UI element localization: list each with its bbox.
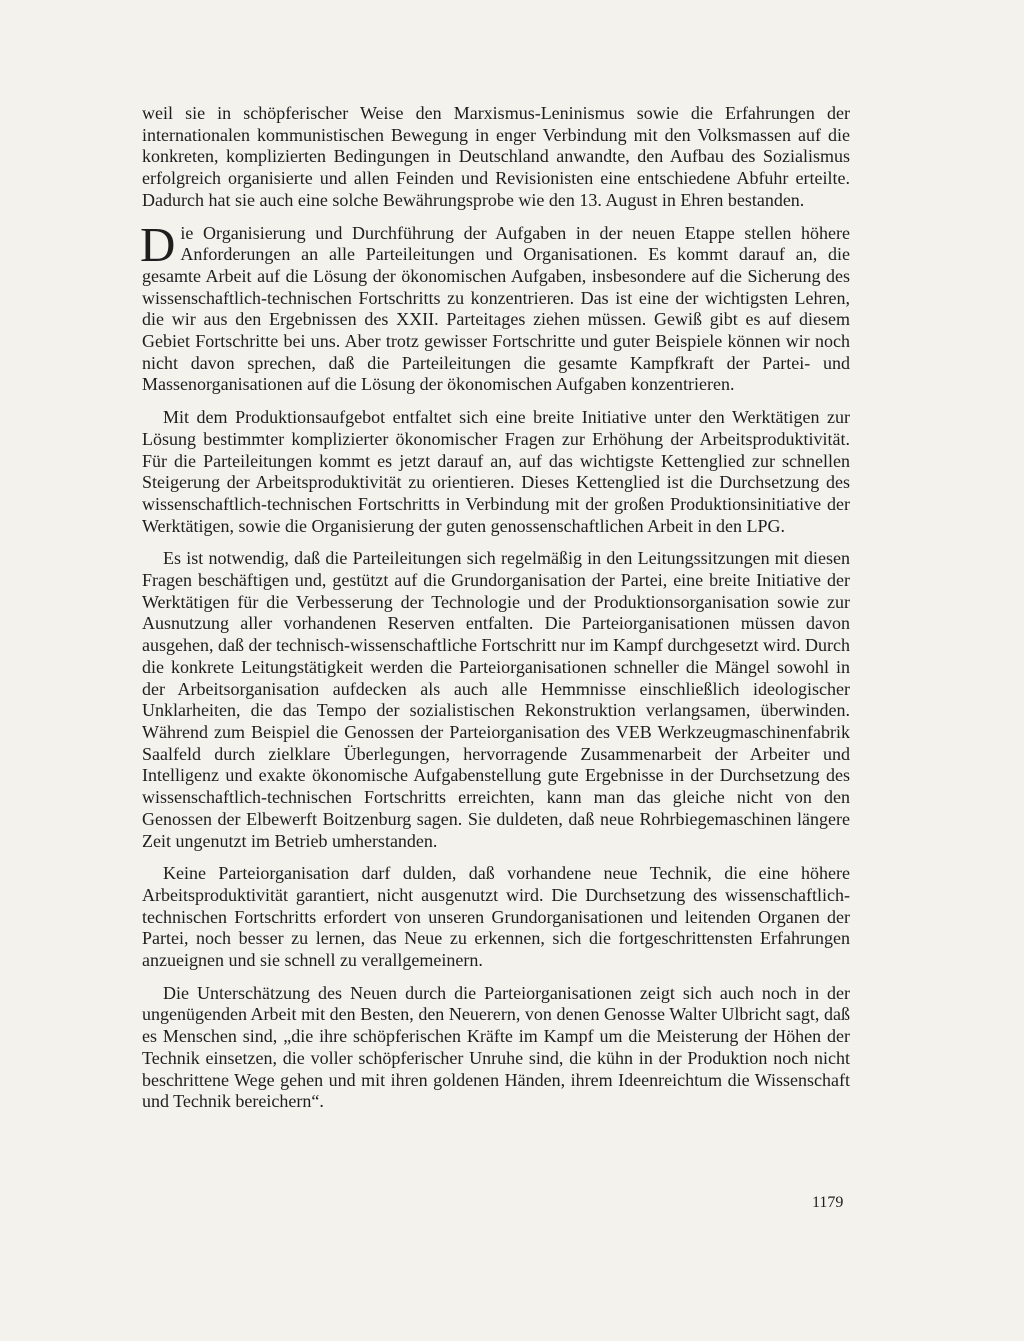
- drop-cap: D: [140, 216, 176, 272]
- paragraph-4: Es ist notwendig, daß die Parteileitungen sich regelmäßig in den Leitungssitzungen mit diesen Fragen beschäftigen und, gestützt auf die Grundorganisation der Partei, eine breite Initiative der Werktätigen für die Verbesserung der Technologie und der Produktionsorganisation sowie zur Ausnutzung aller vorhandenen Reserven entfalten. Die Parteiorganisationen müssen davon ausgehen, daß der technisch-wissenschaftliche Fortschritt nur im Kampf durchgesetzt wird. Durch die konkrete Leitungstätigkeit werden die Parteiorganisationen schneller die Mängel sowohl in der Arbeitsorganisation aufdecken als auch alle Hemmnisse einschließlich ideologischer Unklarheiten, die das Tempo der sozialistischen Rekonstruktion verlangsamen, überwinden. Während zum Beispiel die Genossen der Parteiorganisation des VEB Werkzeugmaschinenfabrik Saalfeld durch zielklare Überlegungen, hervorragende Zusammenarbeit der Arbeiter und Intelligenz und exakte ökonomische Aufgabenstellung gute Ergebnisse in der Durchsetzung des wissenschaftlich-technischen Fortschritts erreichten, kann man das gleiche nicht von den Genossen der Elbewerft Boitzenburg sagen. Sie duldeten, daß neue Rohrbiegemaschinen längere Zeit ungenutzt im Betrieb umherstanden.: [142, 548, 850, 851]
- page-number: 1179: [812, 1194, 844, 1211]
- paragraph-6: Die Unterschätzung des Neuen durch die Parteiorganisationen zeigt sich auch noch in der ungenügenden Arbeit mit den Besten, den Neuerern, von denen Genosse Walter Ulbricht sagt, daß es Menschen sind, „die ihre schöpferischen Kräfte im Kampf um die Meisterung der Höhen der Technik einsetzen, die voller schöpferischer Unruhe sind, die kühn in der Produktion noch nicht beschrittene Wege gehen und mit ihren goldenen Händen, ihrem Ideenreichtum die Wissenschaft und Technik bereichern“.: [142, 982, 850, 1112]
- paragraph-5: Keine Parteiorganisation darf dulden, daß vorhandene neue Technik, die eine höhere Arbeitsproduktivität garantiert, nicht ausgenutzt wird. Die Durchsetzung des wissenschaftlich-technischen Fortschritts erfordert von unseren Grundorganisationen und leitenden Organen der Partei, noch besser zu lernen, das Neue zu erkennen, sich die fortgeschrittensten Erfahrungen anzueignen und sie schnell zu verallgemeinern.: [142, 863, 850, 971]
- paragraph-2: [140, 216, 850, 397]
- body-text: [142, 103, 850, 1124]
- paragraph-2-text: ie Organisierung und Durchführung der Aufgaben in der neuen Etappe stellen höhere Anforderungen an alle Parteileitungen und Organisationen. Es kommt darauf an, die gesamte Arbeit auf die Lösung der ökonomischen Aufgaben, insbesondere auf die Sicherung des wissenschaftlich-technischen Fortschritts zu konzentrieren. Das ist eine der wichtigsten Lehren, die wir aus den Ergebnissen des XXII. Parteitages ziehen müssen. Gewiß gibt es auf diesem Gebiet Fortschritte bei uns. Aber trotz gewisser Fortschritte und guter Beispiele können wir noch nicht davon sprechen, daß die Parteileitungen die gesamte Kampfkraft der Partei- und Massenorganisationen auf die Lösung der ökonomischen Aufgaben konzentrieren.: [142, 222, 850, 395]
- paragraph-3: Mit dem Produktionsaufgebot entfaltet sich eine breite Initiative unter den Werktätigen zur Lösung bestimmter komplizierter ökonomischer Fragen zur Erhöhung der Arbeitsproduktivität. Für die Parteileitungen kommt es jetzt darauf an, auf das wichtigste Kettenglied zur schnellen Steigerung der Arbeitsproduktivität zu orientieren. Dieses Kettenglied ist die Durchsetzung des wissenschaftlich-technischen Fortschritts in Verbindung mit der großen Produktionsinitiative der Werktätigen, sowie die Organisierung der guten genossenschaftlichen Arbeit in den LPG.: [142, 407, 850, 536]
- paragraph-1: weil sie in schöpferischer Weise den Marxismus-Leninismus sowie die Erfahrungen der internationalen kommunistischen Bewegung in enger Verbindung mit den Volksmassen auf die konkreten, komplizierten Bedingungen in Deutschland anwandte, den Aufbau des Sozialismus erfolgreich organisierte und allen Feinden und Revisionisten eine entschiedene Abfuhr erteilte. Dadurch hat sie auch eine solche Bewährungsprobe wie den 13. August in Ehren bestanden.: [142, 103, 850, 210]
